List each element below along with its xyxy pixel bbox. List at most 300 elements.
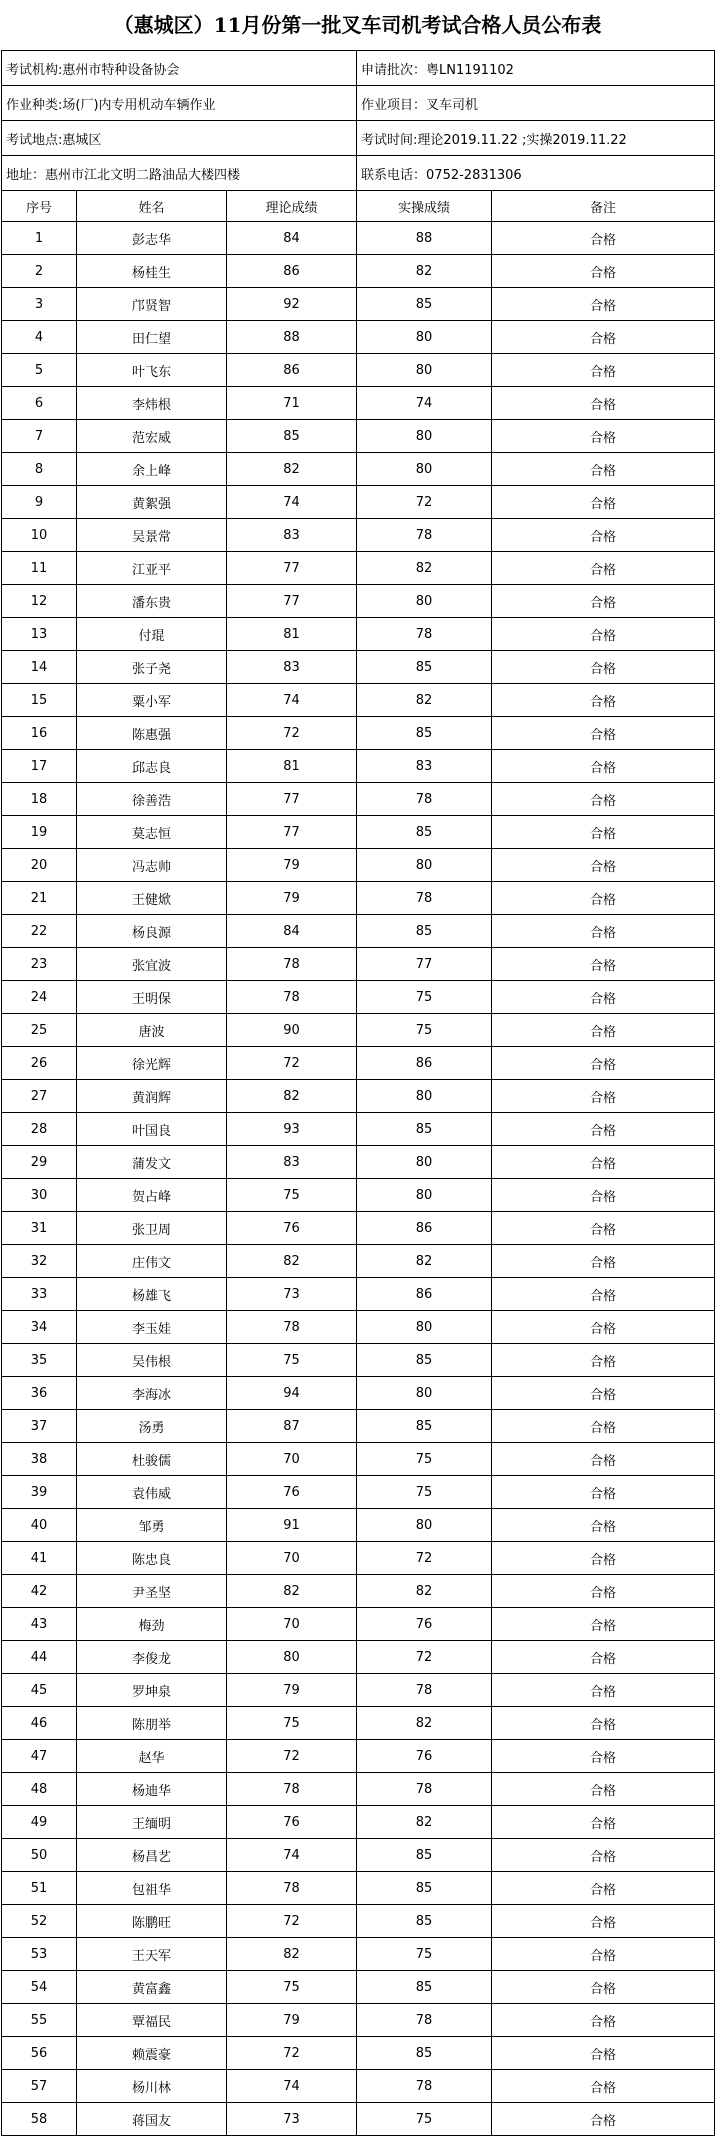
cell-remark: 合格	[492, 1938, 715, 1971]
cell-index: 12	[2, 585, 77, 618]
cell-name: 王健焮	[77, 882, 227, 915]
cell-theory-score: 75	[227, 1179, 357, 1212]
cell-index: 39	[2, 1476, 77, 1509]
table-row	[2, 1014, 715, 1047]
table-row	[2, 2103, 715, 2136]
table-row	[2, 1278, 715, 1311]
cell-theory-score: 73	[227, 1278, 357, 1311]
header-remark: 备注	[492, 191, 715, 222]
cell-theory-score: 79	[227, 882, 357, 915]
cell-index: 55	[2, 2004, 77, 2037]
cell-theory-score: 87	[227, 1410, 357, 1443]
cell-remark: 合格	[492, 519, 715, 552]
cell-name: 冯志帅	[77, 849, 227, 882]
cell-theory-score: 76	[227, 1476, 357, 1509]
cell-practical-score: 75	[357, 2103, 492, 2136]
table-row	[2, 1542, 715, 1575]
table-row	[2, 981, 715, 1014]
table-row	[2, 1113, 715, 1146]
cell-name: 赖震豪	[77, 2037, 227, 2070]
cell-practical-score: 85	[357, 651, 492, 684]
cell-practical-score: 85	[357, 816, 492, 849]
cell-remark: 合格	[492, 1542, 715, 1575]
cell-practical-score: 82	[357, 1245, 492, 1278]
cell-practical-score: 88	[357, 222, 492, 255]
table-row	[2, 585, 715, 618]
cell-index: 58	[2, 2103, 77, 2136]
cell-name: 叶国良	[77, 1113, 227, 1146]
cell-index: 35	[2, 1344, 77, 1377]
page-title: （惠城区）11月份第一批叉车司机考试合格人员公布表	[113, 13, 602, 37]
info-row	[2, 156, 715, 191]
table-row	[2, 1872, 715, 1905]
cell-index: 21	[2, 882, 77, 915]
cell-index: 52	[2, 1905, 77, 1938]
cell-theory-score: 86	[227, 255, 357, 288]
table-row	[2, 1410, 715, 1443]
header-theory-score: 理论成绩	[227, 191, 357, 222]
cell-name: 莫志恒	[77, 816, 227, 849]
cell-index: 48	[2, 1773, 77, 1806]
table-row	[2, 255, 715, 288]
cell-theory-score: 88	[227, 321, 357, 354]
cell-remark: 合格	[492, 981, 715, 1014]
cell-practical-score: 80	[357, 1146, 492, 1179]
cell-name: 蒋国友	[77, 2103, 227, 2136]
results-table	[1, 50, 715, 2136]
table-row	[2, 387, 715, 420]
cell-name: 梅劲	[77, 1608, 227, 1641]
cell-practical-score: 75	[357, 981, 492, 1014]
cell-name: 唐波	[77, 1014, 227, 1047]
cell-theory-score: 92	[227, 288, 357, 321]
table-row	[2, 552, 715, 585]
cell-practical-score: 76	[357, 1608, 492, 1641]
cell-theory-score: 93	[227, 1113, 357, 1146]
cell-practical-score: 85	[357, 288, 492, 321]
table-row	[2, 948, 715, 981]
cell-theory-score: 94	[227, 1377, 357, 1410]
cell-remark: 合格	[492, 354, 715, 387]
cell-name: 杨川林	[77, 2070, 227, 2103]
cell-theory-score: 74	[227, 684, 357, 717]
cell-theory-score: 76	[227, 1806, 357, 1839]
table-row	[2, 2004, 715, 2037]
cell-remark: 合格	[492, 453, 715, 486]
cell-name: 王明保	[77, 981, 227, 1014]
cell-theory-score: 72	[227, 2037, 357, 2070]
cell-theory-score: 82	[227, 1938, 357, 1971]
cell-practical-score: 85	[357, 1839, 492, 1872]
cell-index: 18	[2, 783, 77, 816]
cell-remark: 合格	[492, 1278, 715, 1311]
cell-practical-score: 76	[357, 1740, 492, 1773]
cell-name: 黄絮强	[77, 486, 227, 519]
cell-theory-score: 78	[227, 1311, 357, 1344]
table-row	[2, 1806, 715, 1839]
table-row	[2, 2037, 715, 2070]
cell-name: 邱志良	[77, 750, 227, 783]
cell-remark: 合格	[492, 2004, 715, 2037]
cell-index: 51	[2, 1872, 77, 1905]
cell-name: 覃福民	[77, 2004, 227, 2037]
table-row	[2, 783, 715, 816]
cell-practical-score: 82	[357, 255, 492, 288]
cell-name: 贺占峰	[77, 1179, 227, 1212]
cell-theory-score: 71	[227, 387, 357, 420]
cell-remark: 合格	[492, 2070, 715, 2103]
work-type: 作业种类:场(厂)内专用机动车辆作业	[2, 86, 357, 121]
cell-name: 杨桂生	[77, 255, 227, 288]
cell-theory-score: 80	[227, 1641, 357, 1674]
table-row	[2, 915, 715, 948]
cell-practical-score: 72	[357, 1641, 492, 1674]
cell-index: 8	[2, 453, 77, 486]
cell-name: 潘东贵	[77, 585, 227, 618]
cell-name: 徐善浩	[77, 783, 227, 816]
cell-practical-score: 78	[357, 519, 492, 552]
cell-practical-score: 85	[357, 1113, 492, 1146]
cell-remark: 合格	[492, 948, 715, 981]
cell-theory-score: 84	[227, 222, 357, 255]
table-row	[2, 2070, 715, 2103]
cell-practical-score: 85	[357, 1905, 492, 1938]
table-row	[2, 1344, 715, 1377]
cell-theory-score: 79	[227, 2004, 357, 2037]
table-row	[2, 1311, 715, 1344]
cell-remark: 合格	[492, 1674, 715, 1707]
table-row	[2, 816, 715, 849]
cell-remark: 合格	[492, 1773, 715, 1806]
cell-name: 田仁望	[77, 321, 227, 354]
cell-theory-score: 82	[227, 1080, 357, 1113]
cell-index: 5	[2, 354, 77, 387]
cell-index: 47	[2, 1740, 77, 1773]
cell-name: 张子尧	[77, 651, 227, 684]
cell-index: 46	[2, 1707, 77, 1740]
cell-remark: 合格	[492, 552, 715, 585]
table-row	[2, 1905, 715, 1938]
cell-remark: 合格	[492, 1740, 715, 1773]
cell-name: 杨昌艺	[77, 1839, 227, 1872]
application-batch: 申请批次：粤LN1191102	[357, 51, 715, 86]
table-header	[2, 191, 715, 222]
cell-practical-score: 75	[357, 1443, 492, 1476]
table-row	[2, 321, 715, 354]
cell-remark: 合格	[492, 750, 715, 783]
cell-index: 43	[2, 1608, 77, 1641]
cell-remark: 合格	[492, 1872, 715, 1905]
cell-index: 44	[2, 1641, 77, 1674]
cell-theory-score: 83	[227, 519, 357, 552]
cell-name: 杜骏儒	[77, 1443, 227, 1476]
cell-remark: 合格	[492, 1839, 715, 1872]
header-index: 序号	[2, 191, 77, 222]
cell-index: 17	[2, 750, 77, 783]
cell-name: 张卫周	[77, 1212, 227, 1245]
cell-name: 杨雄飞	[77, 1278, 227, 1311]
cell-theory-score: 70	[227, 1542, 357, 1575]
table-row	[2, 1047, 715, 1080]
cell-theory-score: 90	[227, 1014, 357, 1047]
cell-name: 陈惠强	[77, 717, 227, 750]
cell-name: 黄富鑫	[77, 1971, 227, 2004]
cell-remark: 合格	[492, 1245, 715, 1278]
cell-theory-score: 72	[227, 1740, 357, 1773]
cell-practical-score: 80	[357, 453, 492, 486]
cell-remark: 合格	[492, 1443, 715, 1476]
cell-remark: 合格	[492, 585, 715, 618]
table-row	[2, 849, 715, 882]
cell-practical-score: 80	[357, 354, 492, 387]
cell-index: 45	[2, 1674, 77, 1707]
table-row	[2, 288, 715, 321]
cell-practical-score: 82	[357, 1806, 492, 1839]
cell-name: 叶飞东	[77, 354, 227, 387]
cell-index: 28	[2, 1113, 77, 1146]
table-row	[2, 1674, 715, 1707]
cell-index: 38	[2, 1443, 77, 1476]
table-row	[2, 1707, 715, 1740]
table-row	[2, 1608, 715, 1641]
cell-theory-score: 76	[227, 1212, 357, 1245]
cell-theory-score: 81	[227, 750, 357, 783]
table-row	[2, 618, 715, 651]
cell-name: 袁伟威	[77, 1476, 227, 1509]
cell-remark: 合格	[492, 1179, 715, 1212]
cell-name: 李俊龙	[77, 1641, 227, 1674]
table-row	[2, 1146, 715, 1179]
cell-name: 庄伟文	[77, 1245, 227, 1278]
cell-index: 24	[2, 981, 77, 1014]
cell-practical-score: 82	[357, 684, 492, 717]
cell-name: 粟小军	[77, 684, 227, 717]
table-row	[2, 1575, 715, 1608]
cell-name: 汤勇	[77, 1410, 227, 1443]
cell-practical-score: 75	[357, 1014, 492, 1047]
cell-practical-score: 75	[357, 1476, 492, 1509]
cell-theory-score: 86	[227, 354, 357, 387]
cell-practical-score: 78	[357, 618, 492, 651]
cell-practical-score: 78	[357, 882, 492, 915]
cell-remark: 合格	[492, 1344, 715, 1377]
cell-name: 陈忠良	[77, 1542, 227, 1575]
cell-theory-score: 70	[227, 1608, 357, 1641]
cell-remark: 合格	[492, 1608, 715, 1641]
cell-theory-score: 83	[227, 1146, 357, 1179]
cell-index: 29	[2, 1146, 77, 1179]
cell-remark: 合格	[492, 288, 715, 321]
cell-remark: 合格	[492, 1047, 715, 1080]
table-row	[2, 1641, 715, 1674]
table-row	[2, 1938, 715, 1971]
cell-remark: 合格	[492, 321, 715, 354]
cell-theory-score: 85	[227, 420, 357, 453]
cell-index: 1	[2, 222, 77, 255]
cell-index: 20	[2, 849, 77, 882]
cell-theory-score: 81	[227, 618, 357, 651]
cell-practical-score: 85	[357, 915, 492, 948]
contact-phone: 联系电话：0752-2831306	[357, 156, 715, 191]
cell-name: 邹勇	[77, 1509, 227, 1542]
cell-theory-score: 70	[227, 1443, 357, 1476]
cell-name: 张宜波	[77, 948, 227, 981]
cell-practical-score: 74	[357, 387, 492, 420]
table-row	[2, 354, 715, 387]
cell-index: 53	[2, 1938, 77, 1971]
cell-theory-score: 82	[227, 1575, 357, 1608]
cell-theory-score: 82	[227, 453, 357, 486]
cell-theory-score: 78	[227, 1773, 357, 1806]
cell-theory-score: 77	[227, 585, 357, 618]
exam-org: 考试机构:惠州市特种设备协会	[2, 51, 357, 86]
cell-practical-score: 85	[357, 717, 492, 750]
cell-practical-score: 85	[357, 1344, 492, 1377]
cell-index: 19	[2, 816, 77, 849]
table-row	[2, 717, 715, 750]
cell-practical-score: 86	[357, 1278, 492, 1311]
cell-theory-score: 84	[227, 915, 357, 948]
cell-index: 40	[2, 1509, 77, 1542]
cell-name: 王天军	[77, 1938, 227, 1971]
cell-remark: 合格	[492, 420, 715, 453]
address: 地址：惠州市江北文明二路油品大楼四楼	[2, 156, 357, 191]
table-row	[2, 1773, 715, 1806]
cell-remark: 合格	[492, 1641, 715, 1674]
cell-practical-score: 72	[357, 1542, 492, 1575]
cell-index: 32	[2, 1245, 77, 1278]
cell-remark: 合格	[492, 1146, 715, 1179]
info-row	[2, 51, 715, 86]
cell-index: 22	[2, 915, 77, 948]
exam-location: 考试地点:惠城区	[2, 121, 357, 156]
cell-name: 包祖华	[77, 1872, 227, 1905]
cell-remark: 合格	[492, 1410, 715, 1443]
cell-practical-score: 85	[357, 1971, 492, 2004]
cell-name: 吴景常	[77, 519, 227, 552]
cell-index: 15	[2, 684, 77, 717]
table-row	[2, 1179, 715, 1212]
cell-theory-score: 78	[227, 948, 357, 981]
cell-remark: 合格	[492, 1509, 715, 1542]
cell-index: 57	[2, 2070, 77, 2103]
cell-remark: 合格	[492, 915, 715, 948]
cell-practical-score: 78	[357, 2070, 492, 2103]
cell-practical-score: 80	[357, 849, 492, 882]
table-row	[2, 651, 715, 684]
cell-remark: 合格	[492, 387, 715, 420]
table-row	[2, 1212, 715, 1245]
cell-practical-score: 86	[357, 1212, 492, 1245]
table-row	[2, 1509, 715, 1542]
cell-theory-score: 78	[227, 981, 357, 1014]
cell-index: 41	[2, 1542, 77, 1575]
cell-practical-score: 85	[357, 2037, 492, 2070]
cell-theory-score: 73	[227, 2103, 357, 2136]
cell-practical-score: 85	[357, 1410, 492, 1443]
table-row	[2, 1080, 715, 1113]
cell-index: 25	[2, 1014, 77, 1047]
cell-practical-score: 75	[357, 1938, 492, 1971]
cell-practical-score: 80	[357, 1377, 492, 1410]
cell-theory-score: 72	[227, 717, 357, 750]
cell-theory-score: 75	[227, 1344, 357, 1377]
cell-theory-score: 82	[227, 1245, 357, 1278]
table-row	[2, 1377, 715, 1410]
cell-index: 14	[2, 651, 77, 684]
cell-remark: 合格	[492, 1311, 715, 1344]
cell-name: 付琨	[77, 618, 227, 651]
cell-practical-score: 72	[357, 486, 492, 519]
cell-index: 34	[2, 1311, 77, 1344]
cell-name: 蒲发文	[77, 1146, 227, 1179]
cell-name: 赵华	[77, 1740, 227, 1773]
cell-index: 13	[2, 618, 77, 651]
cell-remark: 合格	[492, 222, 715, 255]
cell-practical-score: 80	[357, 585, 492, 618]
info-row	[2, 86, 715, 121]
cell-remark: 合格	[492, 1476, 715, 1509]
cell-name: 江亚平	[77, 552, 227, 585]
cell-index: 4	[2, 321, 77, 354]
cell-remark: 合格	[492, 717, 715, 750]
cell-name: 余上峰	[77, 453, 227, 486]
table-row	[2, 1245, 715, 1278]
cell-index: 26	[2, 1047, 77, 1080]
cell-remark: 合格	[492, 684, 715, 717]
cell-name: 杨良源	[77, 915, 227, 948]
cell-theory-score: 79	[227, 1674, 357, 1707]
cell-theory-score: 75	[227, 1971, 357, 2004]
cell-practical-score: 82	[357, 1575, 492, 1608]
cell-theory-score: 72	[227, 1905, 357, 1938]
table-row	[2, 1476, 715, 1509]
cell-remark: 合格	[492, 1080, 715, 1113]
cell-name: 李炜根	[77, 387, 227, 420]
cell-practical-score: 78	[357, 783, 492, 816]
cell-practical-score: 85	[357, 1872, 492, 1905]
cell-practical-score: 82	[357, 1707, 492, 1740]
cell-remark: 合格	[492, 1575, 715, 1608]
cell-index: 49	[2, 1806, 77, 1839]
table-row	[2, 684, 715, 717]
cell-practical-score: 78	[357, 2004, 492, 2037]
cell-remark: 合格	[492, 255, 715, 288]
cell-index: 31	[2, 1212, 77, 1245]
cell-theory-score: 79	[227, 849, 357, 882]
cell-remark: 合格	[492, 2103, 715, 2136]
cell-name: 罗坤泉	[77, 1674, 227, 1707]
cell-index: 11	[2, 552, 77, 585]
table-row	[2, 1971, 715, 2004]
cell-remark: 合格	[492, 1377, 715, 1410]
cell-index: 56	[2, 2037, 77, 2070]
cell-theory-score: 78	[227, 1872, 357, 1905]
table-row	[2, 519, 715, 552]
cell-name: 尹圣坚	[77, 1575, 227, 1608]
cell-remark: 合格	[492, 486, 715, 519]
cell-name: 徐光辉	[77, 1047, 227, 1080]
cell-practical-score: 80	[357, 1179, 492, 1212]
cell-theory-score: 72	[227, 1047, 357, 1080]
cell-index: 33	[2, 1278, 77, 1311]
cell-index: 54	[2, 1971, 77, 2004]
cell-theory-score: 83	[227, 651, 357, 684]
info-row	[2, 121, 715, 156]
cell-practical-score: 80	[357, 1080, 492, 1113]
table-row	[2, 222, 715, 255]
cell-remark: 合格	[492, 651, 715, 684]
